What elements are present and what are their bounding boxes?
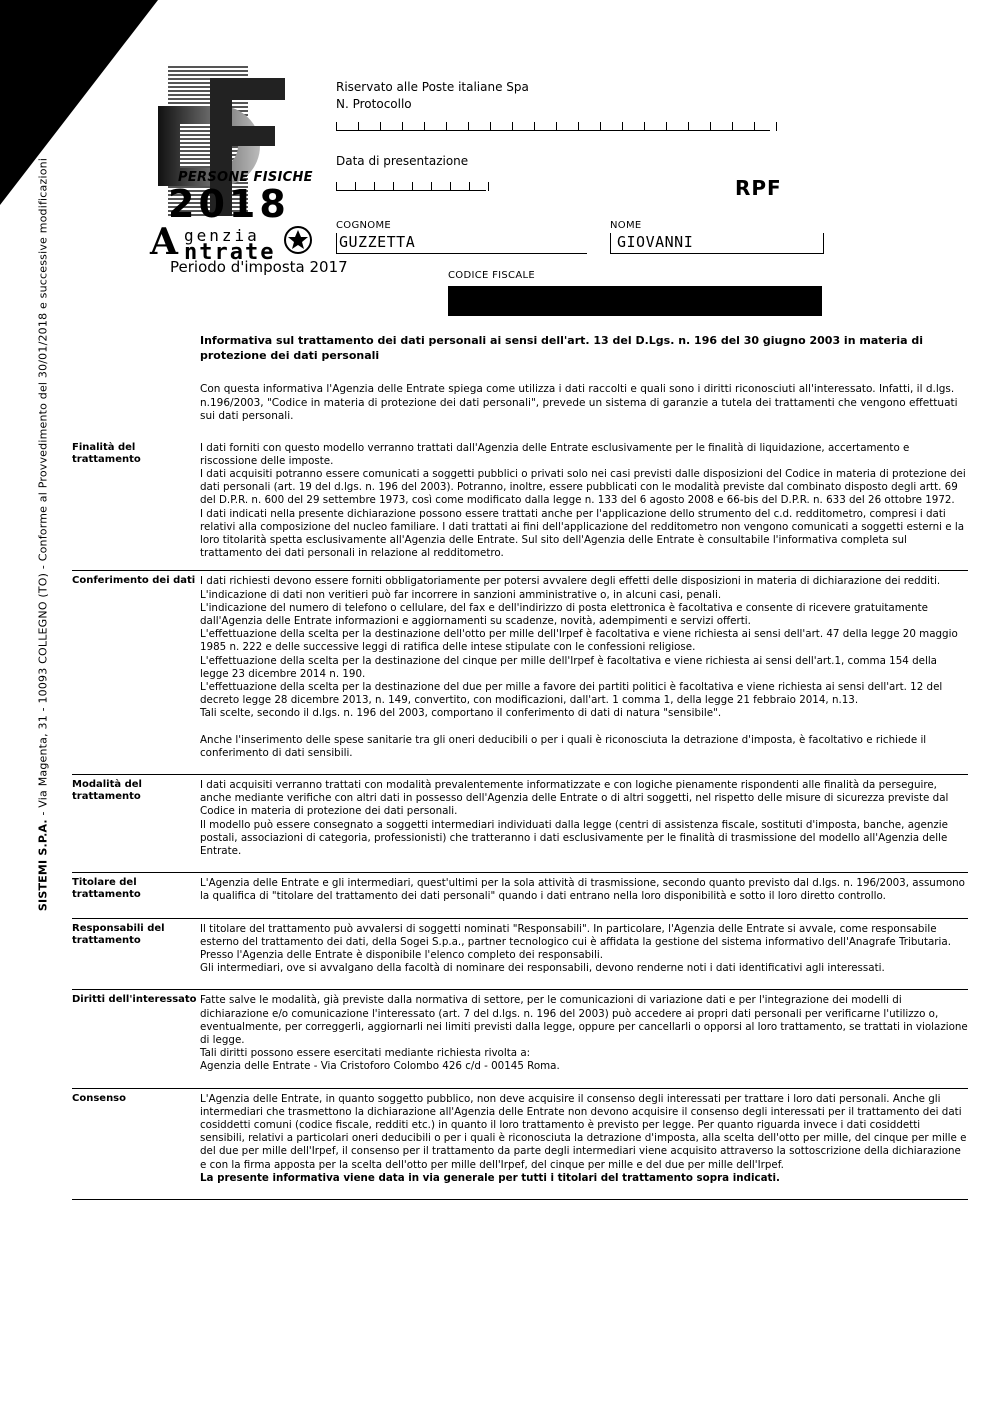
section-paragraph: L'Agenzia delle Entrate, in quanto soggetto pubblico, non deve acquisire il consenso degli interessati per trattare i loro dati personali. Anche gli intermediari che trasmettono la dichiarazione all'Agenzia delle Entrate non devono acquisire il consenso degli interessati per il trattamento dei dati cosiddetti comuni (codice fiscale, redditi etc.) in quanto il loro trattamento è previsto per legge. Per quanto riguarda invece i dati cosiddetti sensibili, relativi a particolari oneri deducibili o per i quali è riconosciuta la detrazione d'imposta, alla scelta dell'otto per mille, del cinque per mille e del due per mille dell'Irpef, il consenso per il trattamento da parte degli intermediari viene acquisito attraverso la sottoscrizione della dichiarazione e con la firma apposta per la scelta dell'otto per mille dell'Irpef, del cinque per mille e del due per mille dell'Irpef. xyxy=(200,1092,967,1171)
tax-code-redacted-field[interactable] xyxy=(448,286,822,316)
notice-title: Informativa sul trattamento dei dati personali ai sensi dell'art. 13 del D.Lgs. n. 196 del 30 giugno 2003 in materia di protezione dei dati personali xyxy=(200,334,924,362)
reserved-label: Riservato alle Poste italiane Spa xyxy=(336,80,529,94)
section-finalita xyxy=(72,438,968,561)
section-paragraph: L'indicazione di dati non veritieri può far incorrere in sanzioni amministrative o, in alcuni casi, penali. xyxy=(200,588,722,601)
section-title: Diritti dell'interessato xyxy=(72,994,197,1006)
notice-intro: Con questa informativa l'Agenzia delle Entrate spiega come utilizza i dati raccolti e quali sono i diritti riconosciuti all'interessato. Infatti, il d.lgs. n.196/2003, "Codice in materia di protezione dei dati personali", prevede un sistema di garanzie a tutela dei trattamenti che vengono effettuati sui dati personali. xyxy=(200,383,958,422)
section-paragraph: L'Agenzia delle Entrate e gli intermediari, quest'ultimi per la sola attività di trasmissione, secondo quanto previsto dal d.lgs. n. 196/2003, assumono la qualifica di "titolare del trattamento dei dati personali" quando i dati entrano nella loro disponibilità e sotto il loro diretto controllo. xyxy=(200,877,965,903)
section-title: Titolare del trattamento xyxy=(72,877,141,901)
section-paragraph: L'effettuazione della scelta per la destinazione del due per mille a favore dei partiti politici è facoltativa e viene richiesta ai sensi dell'art. 12 del decreto legge 28 dicembre 2013, n. 149, convertito, con modificazioni, dall'art. 1 comma 1, della legge 21 febbraio 2014, n.13. xyxy=(200,680,943,707)
protocol-label: N. Protocollo xyxy=(336,97,412,111)
section-title: Finalità del trattamento xyxy=(72,441,141,465)
section-consenso xyxy=(72,1088,968,1185)
section-paragraph: Agenzia delle Entrate - Via Cristoforo Colombo 426 c/d - 00145 Roma. xyxy=(200,1060,560,1073)
republic-emblem-icon xyxy=(280,222,316,258)
surname-label: COGNOME xyxy=(336,220,392,231)
section-paragraph: Anche l'inserimento delle spese sanitarie tra gli oneri deducibili o per i quali è riconosciuta la detrazione d'imposta, è facoltativo e richiede il conferimento di dati sensibili. xyxy=(200,733,927,759)
section-paragraph: I dati forniti con questo modello verranno trattati dall'Agenzia delle Entrate esclusivamente per le finalità di liquidazione, accertamento e riscossione delle imposte. xyxy=(200,441,910,467)
section-paragraph: Il modello può essere consegnato a soggetti intermediari individuati dalla legge (centri di assistenza fiscale, sostituti d'imposta, banche, agenzie postali, associazioni di categoria, professionisti) che tratteranno i dati esclusivamente per le finalità di trasmissione del modello all'Agenzia delle Entrate. xyxy=(200,818,948,857)
protocol-boxes[interactable] xyxy=(336,116,770,131)
section-paragraph: Fatte salve le modalità, già previste dalla normativa di settore, per le comunicazioni di variazione dati e per l'integrazione dei modelli di dichiarazione e/o comunicazione l'interessato (art. 7 del d.lgs. n. 196 del 2003) può accedere ai propri dati personali per verificarne l'utilizzo o, eventualmente, per correggerli, aggiornarli nei limiti previsti dalla legge, oppure per cancellarli o opporsi al loro trattamento, se trattati in violazione di legge. xyxy=(200,994,968,1047)
section-title: Modalità del trattamento xyxy=(72,778,142,802)
section-paragraph: I dati acquisiti potranno essere comunicati a soggetti pubblici o privati solo nei casi previsti dalle disposizioni del Codice in materia di protezione dei dati personali (art. 19 del d.lgs. n. 196 del 2003). Potranno, inoltre, essere pubblicati con le modalità previste dal combinato disposto degli artt. 69 del D.P.R. n. 600 del 29 settembre 1973, così come modificato dalla legge n. 133 del 6 agosto 2008 e 66-bis del D.P.R. n. 633 del 26 ottobre 1972. xyxy=(200,467,966,507)
corner-mark xyxy=(0,0,158,205)
sidebar-printer-note xyxy=(37,135,50,935)
section-paragraph: Tali diritti possono essere esercitati mediante richiesta rivolta a: xyxy=(200,1047,531,1060)
section-paragraph: I dati acquisiti verranno trattati con modalità prevalentemente informatizzate e con logiche pienamente rispondenti alle finalità da perseguire, anche mediante verifiche con altri dati in possesso dell'Agenzia delle Entrate o di altri soggetti, nel rispetto delle misure di sicurezza previste dal Codice in materia di protezione dei dati personali. xyxy=(200,778,949,818)
section-titolare xyxy=(72,872,968,903)
section-title: Conferimento dei dati xyxy=(72,575,196,587)
form-code: RPF xyxy=(735,176,782,200)
sidebar-company: SISTEMI S.P.A. xyxy=(36,819,50,912)
section-conferimento xyxy=(72,570,968,760)
section-paragraph: I dati richiesti devono essere forniti obbligatoriamente per potersi avvalere degli effetti delle disposizioni in materia di dichiarazione dei redditi. xyxy=(200,575,941,588)
logo-title: PERSONE FISICHE xyxy=(178,170,313,185)
section-diritti xyxy=(72,989,968,1073)
section-modalita xyxy=(72,774,968,858)
section-paragraph: L'indicazione del numero di telefono o cellulare, del fax e dell'indirizzo di posta elettronica è facoltativa e consente di ricevere gratuitamente dall'Agenzia delle Entrate informazioni e aggiornamenti su scadenze, novità, adempimenti e servizi offerti. xyxy=(200,601,928,627)
surname-value: GUZZETTA xyxy=(339,233,416,251)
sidebar-address: - Via Magenta, 31 - 10093 COLLEGNO (TO) - Conforme al Provvedimento del 30/01/2018 e successive modificazioni xyxy=(36,157,50,820)
name-value: GIOVANNI xyxy=(617,233,694,251)
name-label: NOME xyxy=(610,220,642,231)
logo-agency-top: genzia xyxy=(184,226,260,245)
tax-code-label: CODICE FISCALE xyxy=(448,270,535,281)
section-paragraph: Presso l'Agenzia delle Entrate è disponibile l'elenco completo dei responsabili. xyxy=(200,949,604,961)
section-title: Responsabili del trattamento xyxy=(72,922,165,946)
section-paragraph: Gli intermediari, ove si avvalgano della facoltà di nominare dei responsabili, devono renderne noti i dati identificativi agli interessati. xyxy=(200,962,885,975)
surname-field[interactable] xyxy=(336,233,587,254)
date-label: Data di presentazione xyxy=(336,154,469,168)
section-title: Consenso xyxy=(72,1092,127,1104)
section-paragraph: Tali scelte, secondo il d.lgs. n. 196 del 2003, comportano il conferimento di dati di natura "sensibile". xyxy=(200,707,722,720)
section-responsabili xyxy=(72,918,968,976)
logo-agency-bottom: ntrate xyxy=(184,240,276,265)
agency-a-icon xyxy=(146,220,186,260)
section-paragraph: L'effettuazione della scelta per la destinazione del cinque per mille dell'Irpef è facoltativa e viene richiesta ai sensi dell'art.1, comma 154 della legge 23 dicembre 2014 n. 190. xyxy=(200,654,937,680)
name-field[interactable] xyxy=(610,233,824,254)
section-paragraph: L'effettuazione della scelta per la destinazione dell'otto per mille dell'Irpef è facoltativa e viene richiesta ai sensi dell'art. 47 della legge 20 maggio 1985 n. 222 e delle successive leggi di ratifica delle intese stipulate con le confessioni religiose. xyxy=(200,628,958,654)
agency-initial: A xyxy=(150,221,178,260)
bottom-rule xyxy=(72,1199,968,1200)
logo-year: 2018 xyxy=(168,182,290,226)
tax-period: Periodo d'imposta 2017 xyxy=(170,258,348,276)
section-paragraph: I dati indicati nella presente dichiarazione possono essere trattati anche per l'applicazione dello strumento del c.d. redditometro, compresi i dati relativi alla composizione del nucleo familiare. I dati trattati ai fini dell'applicazione del redditometro non vengono comunicati a soggetti esterni e la loro titolarità spetta esclusivamente all'Agenzia delle Entrate. Sul sito dell'Agenzia delle Entrate è consultabile l'informativa completa sul trattamento dei dati personali in relazione al redditometro. xyxy=(200,507,965,560)
section-paragraph: Il titolare del trattamento può avvalersi di soggetti nominati "Responsabili". In particolare, l'Agenzia delle Entrate si avvale, come responsabile esterno del trattamento dei dati, della Sogei S.p.a., partner tecnologico cui è affidata la gestione del sistema informativo dell'Anagrafe Tributaria. xyxy=(200,922,951,948)
date-boxes[interactable] xyxy=(336,176,486,191)
section-paragraph: La presente informativa viene data in via generale per tutti i titolari del trattamento sopra indicati. xyxy=(200,1171,780,1184)
privacy-notice xyxy=(72,333,968,1200)
